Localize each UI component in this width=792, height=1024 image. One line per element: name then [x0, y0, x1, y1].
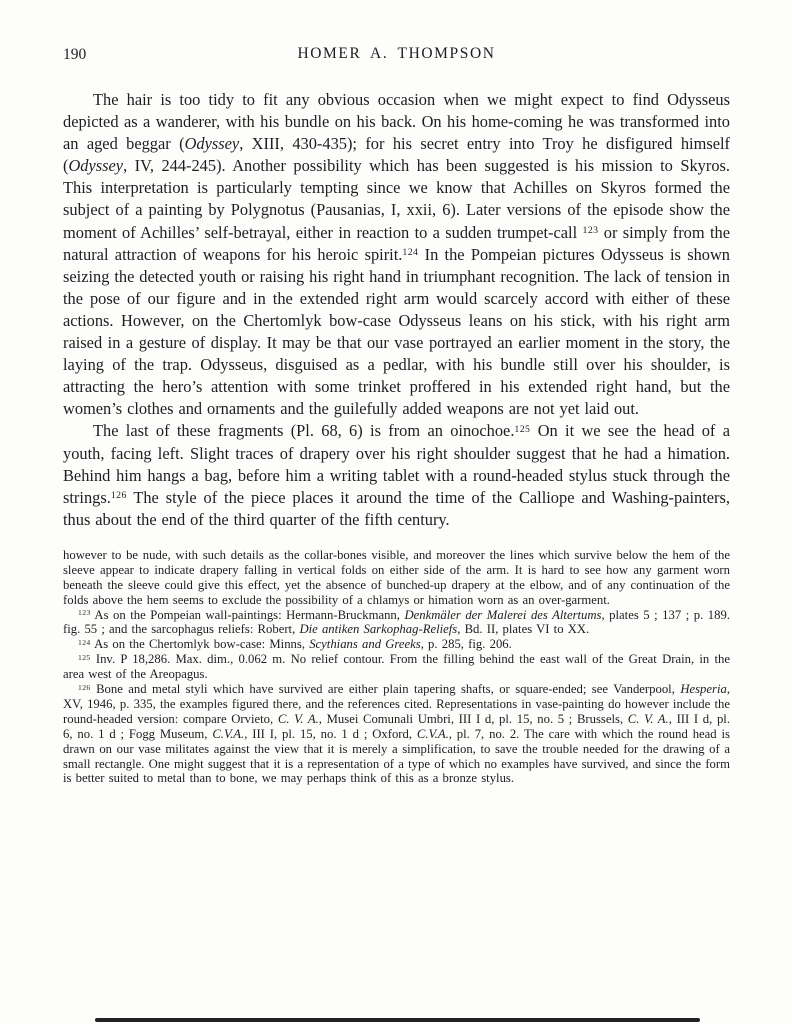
footnote-marker: 124 [78, 637, 91, 647]
italic-run: Die antiken Sarkophag-Reliefs [299, 622, 458, 637]
italic-run: C. V. A. [627, 711, 669, 726]
footnote-marker: 123 [582, 225, 599, 237]
footnote-paragraph [63, 637, 730, 652]
footnote-paragraph [63, 682, 730, 786]
body-paragraph [63, 420, 730, 530]
footnote-marker: 126 [78, 682, 91, 692]
footnote-paragraph [63, 548, 730, 608]
text-run: , pl. 7, no. 2. The care with which the round head is drawn on our vase militates against the view that it is merely a simplification, to save the trouble needed for the drawing of a small rectangle. One might suggest that it is a representation of a type of which no examples have survived, and since the form is better suited to metal than to bone, we may perhaps think of this as a bronze stylus. [63, 726, 730, 786]
text-run: The last of these fragments (Pl. 68, 6) is from an oinochoe. [93, 421, 515, 441]
footnote-paragraph [63, 608, 730, 638]
footnotes-section [63, 548, 730, 787]
footnote-marker: 125 [514, 423, 531, 435]
text-run: As on the Chertomlyk bow-case: Minns, [90, 637, 310, 652]
footnote-paragraph [63, 652, 730, 682]
text-run: Inv. P 18,286. Max. dim., 0.062 m. No relief contour. From the filling behind the east wall of the Great Drain, in the area west of the Areopagus. [63, 652, 730, 682]
italic-run: Hesperia [680, 682, 727, 697]
italic-run: C.V.A. [416, 726, 449, 741]
text-run: The hair is too tidy to fit any obvious occasion when we might expect to find Odysseus depicted as a wanderer, with his bundle on his back. On his home-coming he was transformed into an aged beggar ( [63, 90, 730, 154]
running-head: HOMER A. THOMPSON [297, 45, 496, 62]
footnote-marker: 126 [110, 490, 127, 502]
text-run: , Bd. II, plates VI to XX. [457, 622, 590, 637]
text-run: or simply from the natural attraction of weapons for his heroic spirit. [63, 222, 730, 264]
scan-edge-artifact [95, 1018, 700, 1022]
italic-run: Odyssey [68, 156, 124, 176]
text-run: , plates 5 ; 137 ; p. 189. fig. 55 ; and the sarcophagus reliefs: Robert, [63, 607, 730, 637]
page-number: 190 [63, 46, 87, 63]
italic-run: Scythians and Greeks [309, 637, 421, 652]
text-run: In the Pompeian pictures Odysseus is shown seizing the detected youth or raising his right hand in triumphant recognition. The lack of tension in the pose of our figure and in the extended right arm would scarcely accord with either of these actions. However, on the Chertomlyk bow-case Odysseus leans on his stick, with his right arm raised in a gesture of display. It may be that our vase portrayed an earlier moment in the story, the laying of the trap. Odysseus, disguised as a pedlar, with his bundle still over his shoulder, is attracting the hero’s attention with some trinket proffered in his extended right hand, but the women’s clothes and ornaments and the guilefully added weapons are not yet laid out. [63, 244, 730, 419]
page-header [63, 45, 730, 65]
text-run: , IV, 244-245). Another possibility which has been suggested is his mission to Skyros. This interpretation is particularly tempting since we know that Achilles on Skyros formed the subject of a painting by Polygnotus (Pausanias, I, xxii, 6). Later versions of the episode show the moment of Achilles’ self-betrayal, either in reaction to a sudden trumpet-call [63, 156, 730, 242]
text-run: Bone and metal styli which have survived are either plain tapering shafts, or square-ended; see Vanderpool, [90, 682, 681, 697]
italic-run: C.V.A. [212, 726, 245, 741]
text-run: As on the Pompeian wall-paintings: Hermann-Bruckmann, [90, 607, 405, 622]
text-run: , III I, pl. 15, no. 1 d ; Oxford, [244, 726, 417, 741]
main-text [63, 89, 730, 531]
footnote-marker: 123 [78, 608, 91, 618]
text-run: , p. 285, fig. 206. [420, 637, 512, 652]
footnote-marker: 124 [402, 247, 419, 259]
text-run: , Musei Comunali Umbri, III I d, pl. 15, no. 5 ; Brussels, [318, 711, 628, 726]
italic-run: Odyssey [184, 134, 240, 154]
italic-run: Denkmäler der Malerei des Altertums [404, 607, 602, 622]
text-run: however to be nude, with such details as the collar-bones visible, and moreover the lines which survive below the hem of the sleeve appear to indicate drapery falling in vertical folds on either side of the arm. It is hard to see how any garment worn beneath the sleeve could give this effect, yet the absence of bunched-up drapery at the elbow, and of any continuation of the folds above the hem seems to exclude the possibility of a chlamys or himation worn as an over-garment. [63, 547, 730, 607]
footnote-marker: 125 [78, 652, 91, 662]
text-run: , XIII, 430-435); for his secret entry into Troy he disfigured himself ( [63, 134, 731, 176]
text-run: On it we see the head of a youth, facing left. Slight traces of drapery over his right shoulder suggest that he had a himation. Behind him hangs a bag, before him a writing tablet with a round-headed stylus stuck through the strings. [63, 421, 730, 507]
italic-run: C. V. A. [277, 711, 319, 726]
text-run: , III I d, pl. 6, no. 1 d ; Fogg Museum, [63, 711, 730, 741]
text-run: The style of the piece places it around the time of the Calliope and Washing-painters, thus about the end of the third quarter of the fifth century. [63, 487, 730, 529]
body-paragraph [63, 89, 730, 420]
text-run: , XV, 1946, p. 335, the examples figured there, and the references cited. Representations in vase-painting do however include the round-headed version: compare Orvieto, [63, 682, 730, 726]
